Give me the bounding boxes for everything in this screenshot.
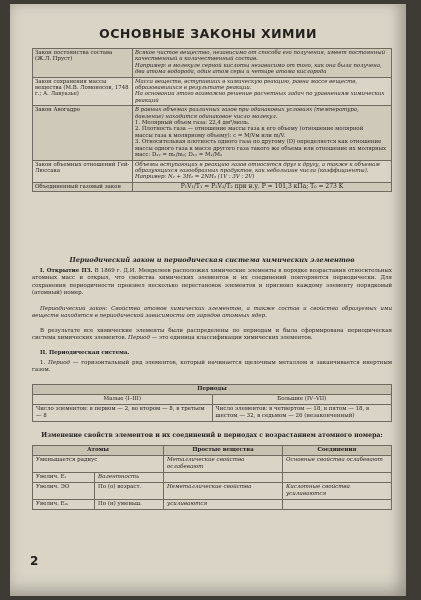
compounds-cell <box>282 500 391 510</box>
atoms-cell: Увелич. Eᵢₙ <box>33 500 95 510</box>
atoms-cell: Уменьшается радиус <box>33 456 164 473</box>
period-term: Период <box>128 335 150 342</box>
law-line: давление) находится одинаковое число молекул. <box>135 113 278 120</box>
simple-substances-cell <box>164 473 283 483</box>
periods-table <box>32 384 392 422</box>
law-name: Закон Авогадро <box>33 106 133 160</box>
periodic-law-label: Периодический закон: <box>40 306 108 312</box>
atoms-cell: Увелич. Eᵢ <box>33 473 95 483</box>
table-row <box>33 456 392 473</box>
col-header: Простые вещества <box>164 446 283 456</box>
law-line: 1. Молярный объем газа: 22,4 дм³/моль. <box>135 120 250 127</box>
compounds-cell: Кислотные свойства усиливаются <box>282 483 391 500</box>
law-description <box>133 106 392 160</box>
atoms-cell: По (н) уменьш. <box>95 500 164 510</box>
periods-header: Периоды <box>33 385 392 395</box>
atoms-cell: Валентность <box>95 473 164 483</box>
table-row <box>33 182 392 191</box>
book-page <box>10 4 406 596</box>
law-line: два атома водорода, один атом серы и четыре атома кислорода <box>135 69 327 76</box>
paragraph-lead: I. Открытие ПЗ. <box>40 268 93 274</box>
law-line: 3. Относительная плотность одного газа по другому (D) определяется как отношение массы одного газа к массе другого газа такого же объема или отношение их молярных масс: D₁₂ = m₁/m₂; D₁₂ = M₁/M₂ <box>135 139 387 159</box>
col-header: Атомы <box>33 446 164 456</box>
table-row <box>33 106 392 160</box>
atoms-cell: Увелич. ЭО <box>33 483 95 500</box>
subsection-title: II. Периодическая система. <box>40 350 130 356</box>
law-name: Закон сохранения массы вещества (М.В. Ломоносов, 1748 г.; А. Лавуазье) <box>33 77 133 106</box>
paragraph-text: — горизонтальный ряд элементов, который начинается щелочным металлом и заканчивается инертным газом. <box>32 360 392 374</box>
paragraph-periodic-law <box>32 306 392 321</box>
table-row <box>33 483 392 500</box>
compounds-cell <box>282 473 391 483</box>
law-line: Объемы вступающих в реакцию газов относятся друг к другу, а также к объемам образующихся газообразных продуктов, как небольшие числа (коэффициенты). Например: N₂ + 3H₂ = 2NH₃ (1V : 3V : 2V) <box>135 161 380 181</box>
table-row <box>33 77 392 106</box>
law-description <box>133 77 392 106</box>
periodic-law-text: Свойства атомов химических элементов, а также состав и свойства образуемых ими веществ находятся в периодической зависимости от зарядов атомных ядер. <box>32 306 393 320</box>
small-periods-header: Малые (I–III) <box>33 395 213 405</box>
col-header: Соединения <box>282 446 391 456</box>
simple-substances-cell: Неметаллические свойства <box>164 483 283 500</box>
law-line: Масса веществ, вступивших в химическую реакцию, равна массе веществ, <box>135 78 358 85</box>
paragraph-period-definition <box>32 360 392 375</box>
changes-table-title: Изменение свойств элементов и их соединений в периодах с возрастанием атомного номера: <box>41 432 383 439</box>
big-periods-text: Число элементов: в четвертом — 18, в пятом — 18, в шестом — 32, в седьмом — 26 (незаконченный) <box>212 405 392 422</box>
law-formula: P₁V₁/T₁ = P₂V₂/T₂ при н.у. P = 101,3 кПа; T₀ = 273 K <box>133 182 392 191</box>
law-line: Например: в молекуле серной кислоты независимо от того, как она была получена, <box>135 62 382 69</box>
paragraph-discovery <box>32 268 392 297</box>
compounds-cell: Основные свойства ослабевают <box>282 456 391 473</box>
simple-substances-cell: Металлические свойства ослабевают <box>164 456 283 473</box>
law-line: качественный и количественный состав. <box>135 56 258 63</box>
page-number: 2 <box>30 554 39 568</box>
changes-table <box>32 445 392 510</box>
big-periods-header: Большие (IV–VII) <box>212 395 392 405</box>
law-name: Объединенный газовый закон <box>33 182 133 191</box>
table-row <box>33 160 392 182</box>
law-description <box>133 49 392 78</box>
small-periods-text: Число элементов: в первом — 2, во втором — 8, в третьем — 8 <box>33 405 213 422</box>
paragraph-text: В результате все химические элементы были распределены по периодам и была сформирована периодическая система химических элементов. <box>32 328 392 342</box>
law-name: Закон объемных отношений Гей-Люссака <box>33 160 133 182</box>
law-name: Закон постоянства состава (Ж.Л. Пруст) <box>33 49 133 78</box>
law-line: массы газа к молярному объему): с = M/Vм или m/V. <box>135 132 286 139</box>
page-title: ОСНОВНЫЕ ЗАКОНЫ ХИМИИ <box>99 26 317 41</box>
law-line: На основании этого возможно решение расчетных задач по уравнениям химических реакций <box>135 91 385 104</box>
atoms-cell: По (о) возраст. <box>95 483 164 500</box>
paragraph-text: — это единица классификации химических элементов. <box>151 335 313 342</box>
law-line: 2. Плотность газа — отношение массы газа к его объему (отношение молярной <box>135 126 364 133</box>
law-description <box>133 160 392 182</box>
paragraph-lead: 1. <box>40 360 46 366</box>
law-line: В равных объемах различных газов при одинаковых условиях (температура, <box>135 107 359 114</box>
table-row <box>33 473 392 483</box>
period-term: Период <box>48 360 71 366</box>
section-title: Периодический закон и периодическая система химических элементов <box>69 256 355 264</box>
simple-substances-cell: усиливаются <box>164 500 283 510</box>
law-line: Всякое чистое вещество, независимо от способа его получения, имеет постоянный <box>135 50 386 56</box>
table-row <box>33 49 392 78</box>
paragraph-result <box>32 328 392 343</box>
law-line: образовавшихся в результате реакции. <box>135 85 252 92</box>
laws-table <box>32 48 392 192</box>
table-row <box>33 500 392 510</box>
paragraph-text: В 1869 г. Д.И. Менделеев расположил химические элементы в порядке возрастания относительных атомных масс и открыл, что свойства химических элементов и их соединений повторяются периодически. Для сохранения периодичности произвел несколько перестановок элементов и присвоил каждому элементу порядковый (атомный) номер. <box>32 268 393 296</box>
